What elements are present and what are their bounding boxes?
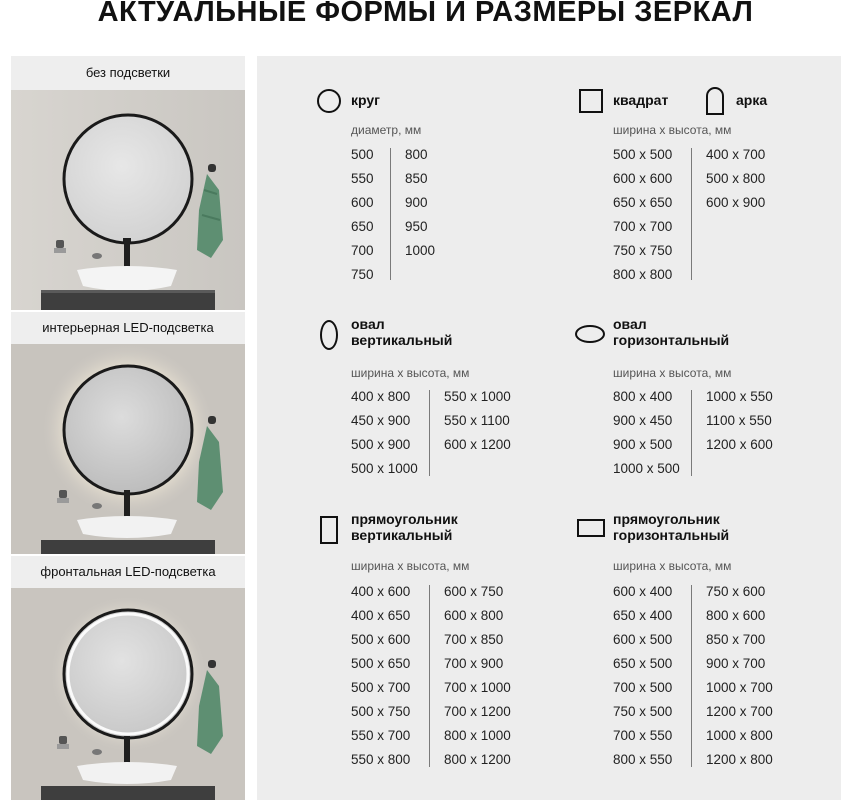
size-value: 1000 (405, 243, 436, 258)
size-value: 900 х 500 (613, 437, 673, 452)
oval-vertical-shape-icon (320, 320, 338, 350)
rect-horizontal-shape-icon (577, 519, 605, 537)
size-value: 650 (351, 219, 374, 234)
circle-unit-label: диаметр, мм (351, 123, 422, 137)
oval-horizontal-sizes-col2 (706, 385, 773, 457)
size-value: 700 х 900 (444, 656, 504, 671)
size-value: 700 х 1200 (444, 704, 511, 719)
size-value: 600 х 400 (613, 584, 673, 599)
size-value: 750 (351, 267, 374, 282)
column-divider (691, 148, 692, 280)
photo-front-led (11, 588, 245, 800)
circle-shape-icon (317, 89, 341, 113)
oval-vertical-sizes-col2 (444, 385, 511, 457)
size-value: 500 х 750 (351, 704, 411, 719)
round-mirror-icon (64, 610, 192, 738)
size-value: 650 х 400 (613, 608, 673, 623)
column-divider (691, 390, 692, 476)
size-value: 600 х 900 (706, 195, 766, 210)
size-value: 500 х 1000 (351, 461, 418, 476)
size-value: 400 х 650 (351, 608, 411, 623)
size-value: 550 х 1100 (444, 413, 510, 428)
rect-vertical-unit-label: ширина х высота, мм (351, 559, 470, 573)
size-value: 600 х 750 (444, 584, 504, 599)
size-value: 800 х 1200 (444, 752, 511, 767)
arch-shape-icon (706, 87, 724, 115)
column-divider (390, 148, 391, 280)
rect-vertical-title: прямоугольник вертикальный (351, 511, 458, 543)
size-value: 600 х 500 (613, 632, 673, 647)
caption-no-light: без подсветки (11, 56, 245, 90)
size-value: 700 х 700 (613, 219, 673, 234)
size-value: 400 х 700 (706, 147, 766, 162)
size-value: 1000 х 500 (613, 461, 680, 476)
size-value: 800 х 800 (613, 267, 673, 282)
size-value: 800 х 600 (706, 608, 766, 623)
size-value: 550 х 1000 (444, 389, 511, 404)
size-value: 700 х 850 (444, 632, 504, 647)
size-value: 550 (351, 171, 374, 186)
oval-horizontal-title: овал горизонтальный (613, 316, 730, 348)
rect-vertical-sizes-col2 (444, 580, 511, 772)
size-value: 500 (351, 147, 374, 162)
square-sizes (613, 143, 672, 287)
size-value: 800 х 550 (613, 752, 673, 767)
size-value: 1000 х 550 (706, 389, 773, 404)
size-value: 650 х 650 (613, 195, 673, 210)
size-value: 1200 х 800 (706, 752, 773, 767)
photo-interior-led (11, 344, 245, 554)
size-value: 1000 х 700 (706, 680, 773, 695)
size-value: 700 х 500 (613, 680, 673, 695)
size-value: 550 х 700 (351, 728, 411, 743)
size-value: 500 х 650 (351, 656, 411, 671)
sizes-panel (257, 56, 841, 800)
size-value: 400 х 600 (351, 584, 411, 599)
size-value: 750 х 750 (613, 243, 673, 258)
size-value: 900 х 450 (613, 413, 673, 428)
size-value: 700 х 550 (613, 728, 673, 743)
round-mirror-icon (64, 115, 192, 243)
rect-horizontal-unit-label: ширина х высота, мм (613, 559, 732, 573)
oval-vertical-title: овал вертикальный (351, 316, 453, 348)
size-value: 500 х 900 (351, 437, 411, 452)
size-value: 750 х 600 (706, 584, 766, 599)
square-unit-label: ширина х высота, мм (613, 123, 732, 137)
size-value: 500 х 500 (613, 147, 673, 162)
caption-interior-led: интерьерная LED-подсветка (11, 312, 245, 344)
size-value: 700 (351, 243, 374, 258)
arch-sizes (706, 143, 765, 215)
rect-horizontal-title: прямоугольник горизонтальный (613, 511, 730, 543)
caption-front-led: фронтальная LED-подсветка (11, 556, 245, 588)
square-title: квадрат (613, 92, 669, 108)
size-value: 650 х 500 (613, 656, 673, 671)
rect-horizontal-sizes-col2 (706, 580, 773, 772)
size-value: 1000 х 800 (706, 728, 773, 743)
oval-horizontal-unit-label: ширина х высота, мм (613, 366, 732, 380)
size-value: 1200 х 600 (706, 437, 773, 452)
size-value: 950 (405, 219, 428, 234)
circle-sizes-col1 (351, 143, 374, 287)
size-value: 600 х 1200 (444, 437, 511, 452)
oval-horizontal-shape-icon (575, 325, 605, 343)
size-value: 700 х 1000 (444, 680, 511, 695)
round-mirror-icon (64, 366, 192, 494)
size-value: 900 х 700 (706, 656, 766, 671)
size-value: 600 х 600 (613, 171, 673, 186)
size-value: 450 х 900 (351, 413, 411, 428)
circle-sizes-col2 (405, 143, 435, 263)
oval-horizontal-sizes-col1 (613, 385, 680, 481)
page-title: АКТУАЛЬНЫЕ ФОРМЫ И РАЗМЕРЫ ЗЕРКАЛ (97, 0, 754, 28)
rect-vertical-sizes-col1 (351, 580, 410, 772)
size-value: 400 х 800 (351, 389, 411, 404)
size-value: 1100 х 550 (706, 413, 772, 428)
size-value: 600 (351, 195, 374, 210)
size-value: 750 х 500 (613, 704, 673, 719)
size-value: 800 х 400 (613, 389, 673, 404)
lighting-variants (11, 56, 245, 800)
size-value: 850 (405, 171, 428, 186)
size-value: 500 х 700 (351, 680, 411, 695)
size-value: 500 х 800 (706, 171, 766, 186)
rect-horizontal-sizes-col1 (613, 580, 672, 772)
size-value: 500 х 600 (351, 632, 411, 647)
column-divider (691, 585, 692, 767)
size-value: 600 х 800 (444, 608, 504, 623)
rect-vertical-shape-icon (320, 516, 338, 544)
square-shape-icon (579, 89, 603, 113)
circle-title: круг (351, 92, 380, 108)
oval-vertical-unit-label: ширина х высота, мм (351, 366, 470, 380)
photo-no-light (11, 90, 245, 310)
column-divider (429, 585, 430, 767)
size-value: 900 (405, 195, 428, 210)
size-value: 850 х 700 (706, 632, 766, 647)
column-divider (429, 390, 430, 476)
size-value: 800 (405, 147, 428, 162)
size-value: 550 х 800 (351, 752, 411, 767)
oval-vertical-sizes-col1 (351, 385, 418, 481)
arch-title: арка (736, 92, 768, 108)
size-value: 1200 х 700 (706, 704, 773, 719)
size-value: 800 х 1000 (444, 728, 511, 743)
